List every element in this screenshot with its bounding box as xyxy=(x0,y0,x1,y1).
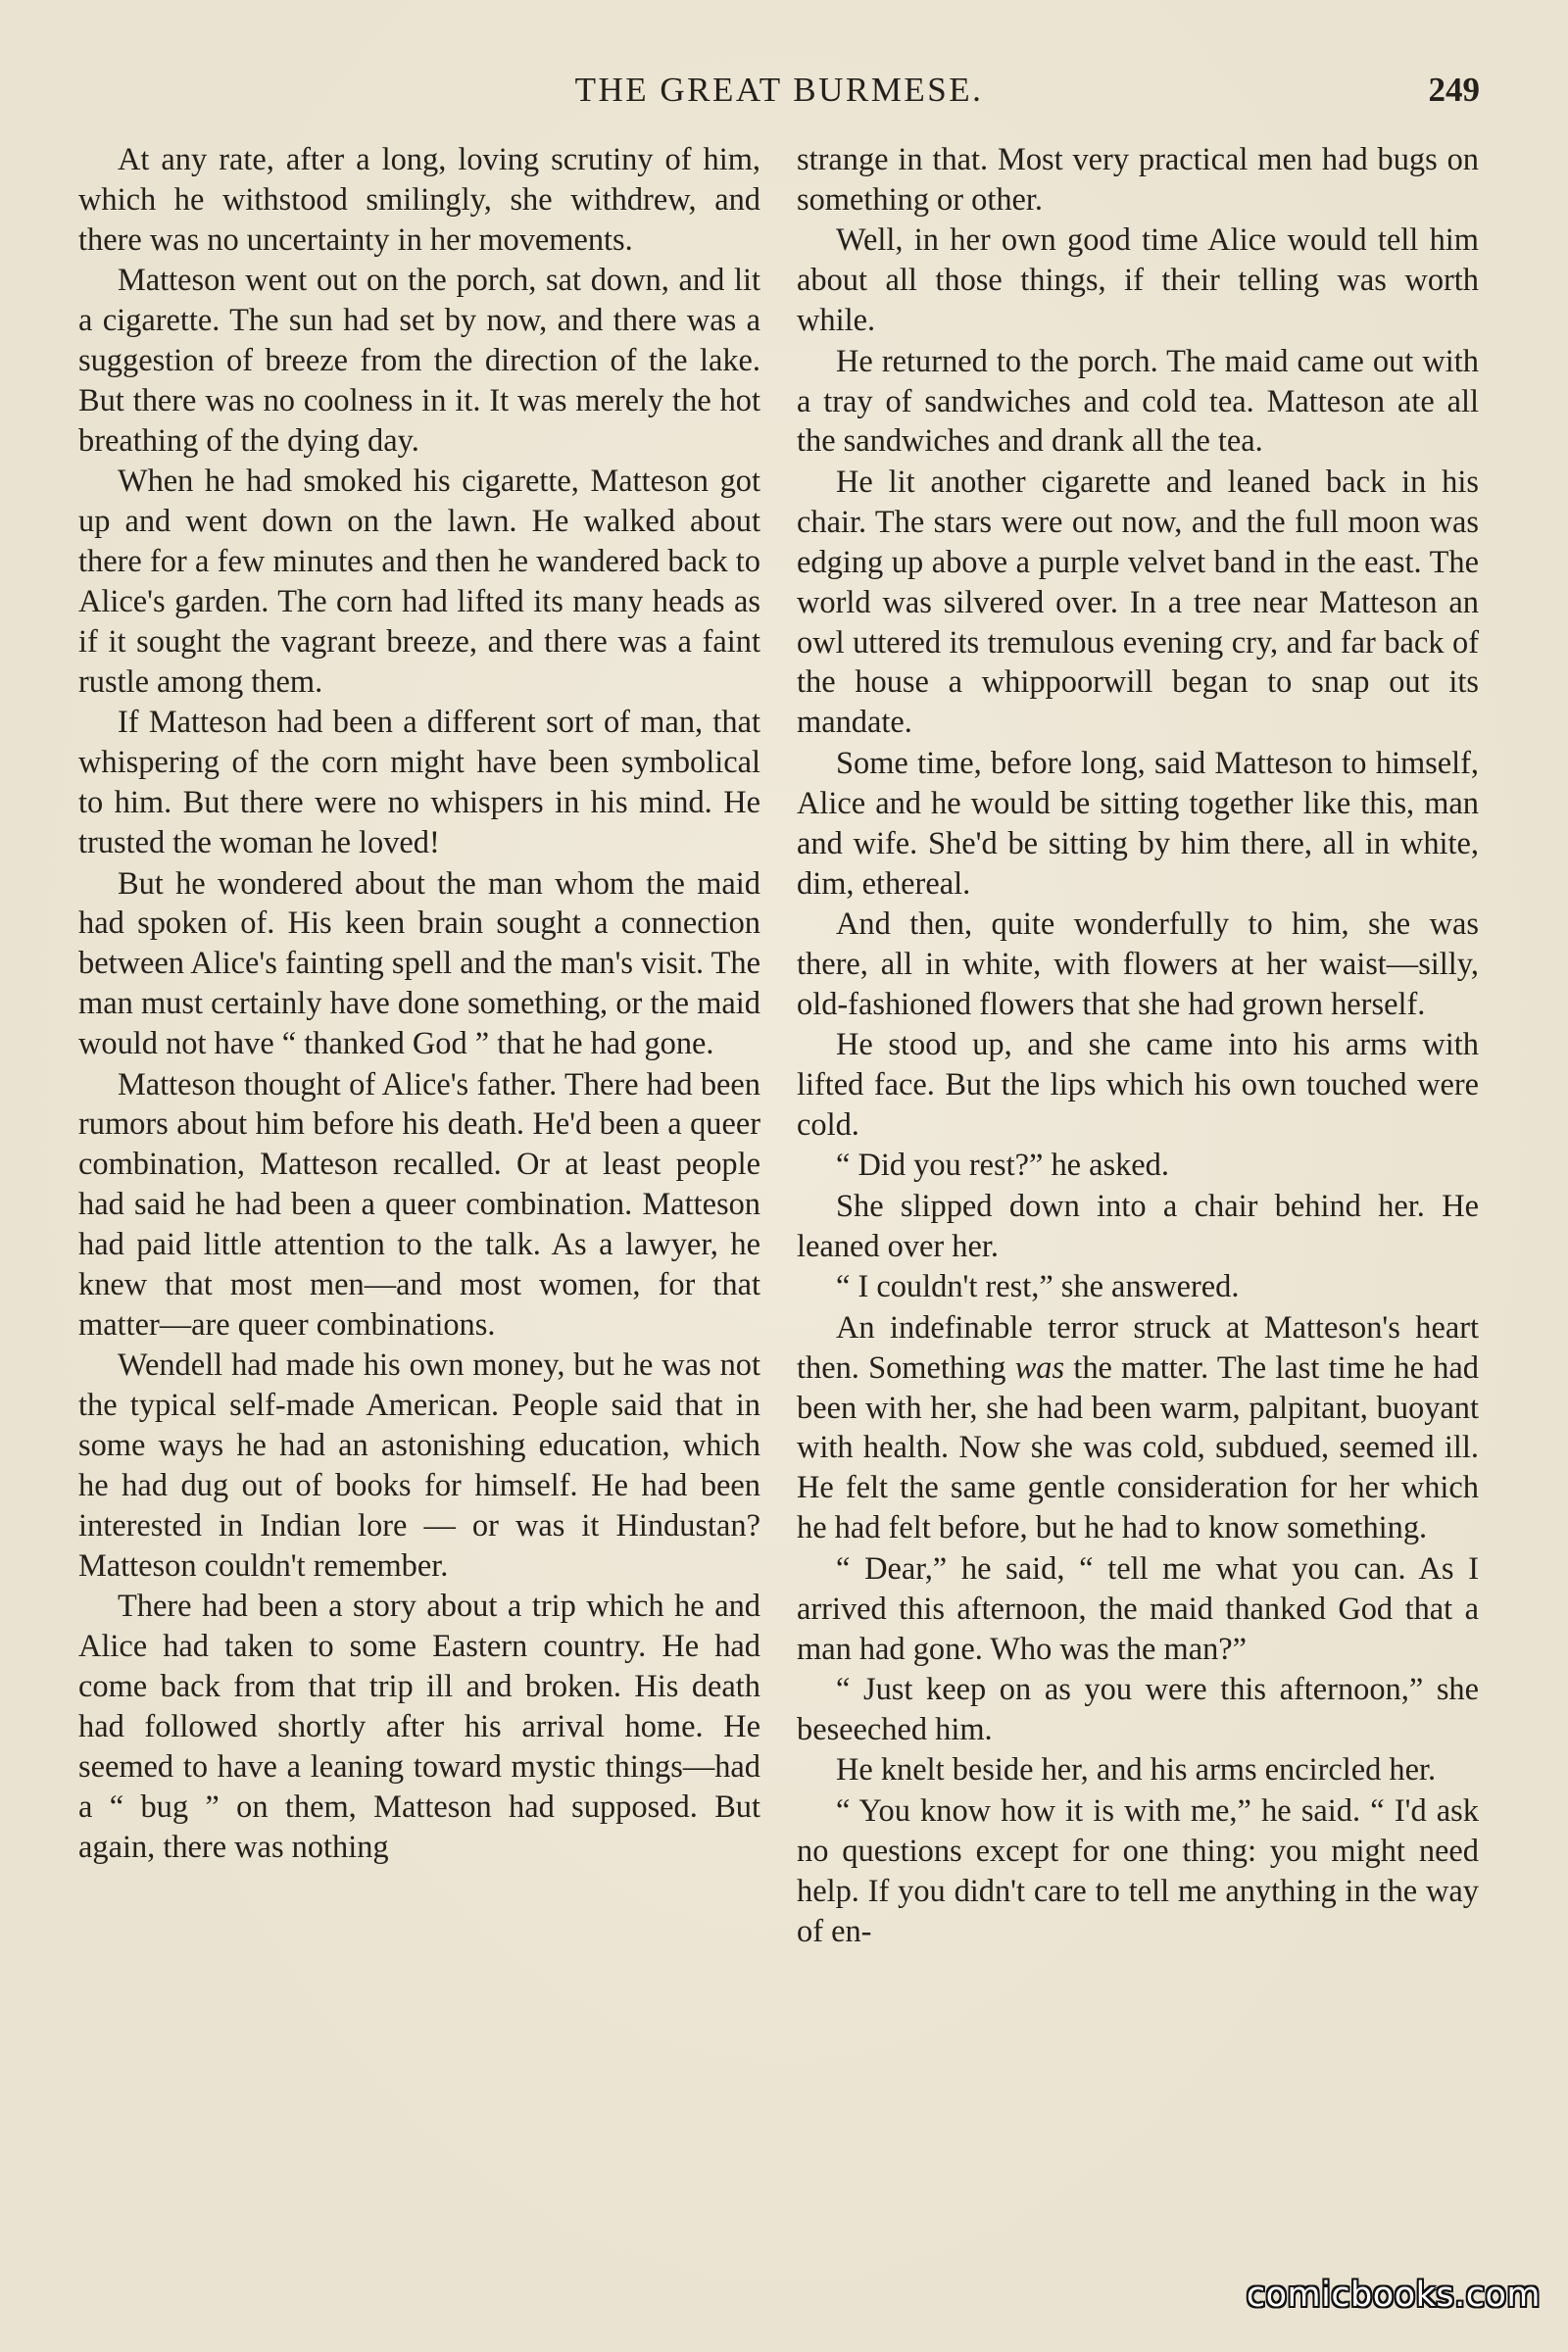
page-header xyxy=(78,61,1480,120)
page-number: 249 xyxy=(1428,71,1480,109)
paragraph: He lit another cigarette and leaned back in his chair. The stars were out now, and the full moon was edging up above a purple velvet band in the east. The world was silvered over. In a tree near Matteson an owl uttered its tremulous evening cry, and far back of the house a whippoorwill began to snap out its mandate. xyxy=(797,464,1479,741)
paragraph: “ Did you rest?” he asked. xyxy=(836,1148,1169,1184)
paragraph: “ Just keep on as you were this afternoon,” she beseeched him. xyxy=(797,1672,1479,1747)
paragraph: At any rate, after a long, loving scrutiny of him, which he withstood smilingly, she withdrew, and there was no uncertainty in her movements. xyxy=(78,142,760,258)
paragraph: Some time, before long, said Matteson to himself, Alice and he would be sitting together like this, man and wife. She'd be sitting by him there, all in white, dim, ethereal. xyxy=(797,745,1479,902)
paragraph: He returned to the porch. The maid came out with a tray of sandwiches and cold tea. Matteson ate all the sandwiches and drank all the tea. xyxy=(797,343,1479,460)
paragraph: When he had smoked his cigarette, Matteson got up and went down on the lawn. He walked about there for a few minutes and then he wandered back to Alice's garden. The corn had lifted its many heads as if it sought the vagrant breeze, and there was a faint rustle among them. xyxy=(78,464,760,700)
left-column xyxy=(78,140,760,1868)
paragraph: She slipped down into a chair behind her. He leaned over her. xyxy=(797,1188,1479,1264)
paragraph: But he wondered about the man whom the maid had spoken of. His keen brain sought a connection between Alice's fainting spell and the man's visit. The man must certainly have done something, or the maid would not have “ thanked God ” that he had gone. xyxy=(78,865,760,1062)
continued-paragraph: strange in that. Most very practical men had bugs on something or other. xyxy=(797,142,1479,218)
running-title: THE GREAT BURMESE. xyxy=(574,71,984,109)
paragraph: There had been a story about a trip which he and Alice had taken to some Eastern country. He had come back from that trip ill and broken. His death had followed shortly after his arrival home. He seemed to have a leaning toward mystic things—had a “ bug ” on them, Matteson had supposed. But again, there was nothing xyxy=(78,1589,760,1865)
paragraph: He stood up, and she came into his arms with lifted face. But the lips which his own touched were cold. xyxy=(797,1027,1479,1144)
right-column xyxy=(797,140,1479,1952)
paragraph: If Matteson had been a different sort of man, that whispering of the corn might have been symbolical to him. But there were no whispers in his mind. He trusted the woman he loved! xyxy=(78,705,760,861)
paragraph-with-emphasis xyxy=(797,1308,1479,1548)
paragraph: “ Dear,” he said, “ tell me what you can. As I arrived this afternoon, the maid thanked God that a man had gone. Who was the man?” xyxy=(797,1550,1479,1667)
watermark: comicbooks.com xyxy=(1246,2276,1541,2315)
paragraph: Matteson thought of Alice's father. There had been rumors about him before his death. He'd been a queer combination, Matteson recalled. Or at least people had said he had been a queer combination. Matteson had paid little attention to the talk. As a lawyer, he knew that most men—and most women, for that matter—are queer combinations. xyxy=(78,1066,760,1344)
emphasized-word: was xyxy=(1014,1349,1065,1386)
paragraph: He knelt beside her, and his arms encircled her. xyxy=(836,1752,1437,1788)
paragraph: Wendell had made his own money, but he was not the typical self-made American. People said that in some ways he had an astonishing education, which he had dug out of books for himself. He had been interested in Indian lore — or was it Hindustan? Matteson couldn't remember. xyxy=(78,1348,760,1584)
text-run: the matter. The last time he had been with her, she had been warm, palpitant, buoyant with health. Now she was cold, subdued, seemed ill. He felt the same gentle consideration for her which he had felt before, but he had to know something. xyxy=(797,1349,1479,1546)
text-run: An indefinable terror struck at Matteson's heart then. Something xyxy=(797,1309,1479,1386)
paragraph: “ I couldn't rest,” she answered. xyxy=(836,1269,1240,1305)
paragraph: Well, in her own good time Alice would tell him about all those things, if their telling was worth while. xyxy=(797,222,1479,339)
paragraph: “ You know how it is with me,” he said. “ I'd ask no questions except for one thing: you might need help. If you didn't care to tell me anything in the way of en- xyxy=(797,1792,1479,1949)
paragraph: And then, quite wonderfully to him, she was there, all in white, with flowers at her waist—silly, old-fashioned flowers that she had grown herself. xyxy=(797,906,1479,1022)
paragraph: Matteson went out on the porch, sat down, and lit a cigarette. The sun had set by now, and there was a suggestion of breeze from the direction of the lake. But there was no coolness in it. It was merely the hot breathing of the dying day. xyxy=(78,263,760,459)
